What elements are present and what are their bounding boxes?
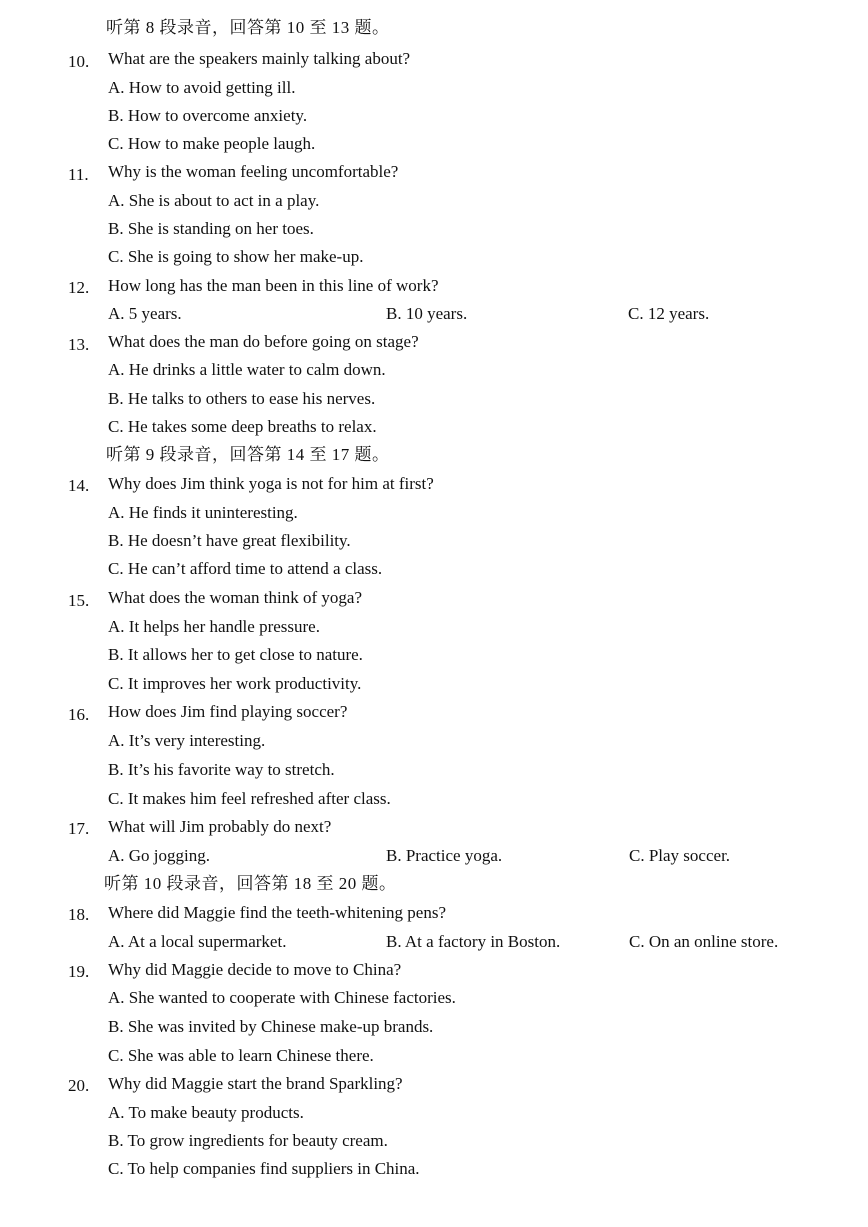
option-a: A. Go jogging. — [108, 846, 210, 865]
option-c: C. 12 years. — [628, 304, 710, 323]
option-a: A. He finds it uninteresting. — [108, 503, 298, 522]
question-number: 11. — [68, 165, 89, 184]
option-b: B. It’s his favorite way to stretch. — [108, 760, 335, 779]
question-number: 20. — [68, 1076, 90, 1095]
option-a: A. At a local supermarket. — [108, 932, 287, 951]
option-a: A. She is about to act in a play. — [108, 191, 320, 210]
option-c: C. It makes him feel refreshed after class. — [108, 789, 391, 808]
option-a: A. She wanted to cooperate with Chinese factories. — [108, 988, 456, 1007]
option-c: C. She was able to learn Chinese there. — [108, 1046, 374, 1065]
question-number: 19. — [68, 962, 90, 981]
option-a: A. To make beauty products. — [108, 1103, 304, 1122]
option-a: A. How to avoid getting ill. — [108, 78, 296, 97]
question-text: How does Jim find playing soccer? — [108, 702, 348, 721]
question-text: What will Jim probably do next? — [108, 817, 332, 836]
question-number: 17. — [68, 819, 90, 838]
option-c: C. How to make people laugh. — [108, 134, 316, 153]
question-text: Where did Maggie find the teeth-whitening pens? — [108, 903, 446, 922]
question-number: 13. — [68, 335, 90, 354]
question-text: Why did Maggie start the brand Sparkling? — [108, 1074, 403, 1093]
question-number: 18. — [68, 905, 90, 924]
question-number: 16. — [68, 705, 90, 724]
option-a: A. It helps her handle pressure. — [108, 617, 320, 636]
question-number: 15. — [68, 591, 90, 610]
question-text: How long has the man been in this line of work? — [108, 276, 439, 295]
question-number: 14. — [68, 476, 90, 495]
question-text: What does the woman think of yoga? — [108, 588, 362, 607]
section-header: 听第 9 段录音，回答第 14 至 17 题。 — [106, 445, 390, 464]
question-text: What are the speakers mainly talking about? — [108, 49, 411, 68]
question-text: Why did Maggie decide to move to China? — [108, 960, 402, 979]
option-b: B. How to overcome anxiety. — [108, 106, 308, 125]
option-a: A. It’s very interesting. — [108, 731, 266, 750]
option-c: C. He can’t afford time to attend a class. — [108, 559, 383, 578]
question-text: What does the man do before going on stage? — [108, 332, 419, 351]
section-header: 听第 8 段录音，回答第 10 至 13 题。 — [106, 18, 390, 37]
option-c: C. On an online store. — [629, 932, 779, 951]
option-b: B. He doesn’t have great flexibility. — [108, 531, 351, 550]
option-a: A. He drinks a little water to calm down. — [108, 360, 386, 379]
question-number: 10. — [68, 52, 90, 71]
option-b: B. She is standing on her toes. — [108, 219, 314, 238]
option-b: B. At a factory in Boston. — [386, 932, 561, 951]
option-b: B. To grow ingredients for beauty cream. — [108, 1131, 388, 1150]
option-c: C. Play soccer. — [629, 846, 731, 865]
question-number: 12. — [68, 278, 90, 297]
option-b: B. It allows her to get close to nature. — [108, 645, 363, 664]
option-b: B. She was invited by Chinese make-up brands. — [108, 1017, 434, 1036]
section-header: 听第 10 段录音，回答第 18 至 20 题。 — [104, 874, 397, 893]
question-text: Why does Jim think yoga is not for him at first? — [108, 474, 434, 493]
option-c: C. She is going to show her make-up. — [108, 247, 364, 266]
option-b: B. 10 years. — [386, 304, 468, 323]
question-text: Why is the woman feeling uncomfortable? — [108, 162, 399, 181]
option-c: C. To help companies find suppliers in China. — [108, 1159, 420, 1178]
option-c: C. He takes some deep breaths to relax. — [108, 417, 377, 436]
option-c: C. It improves her work productivity. — [108, 674, 362, 693]
option-b: B. Practice yoga. — [386, 846, 503, 865]
option-a: A. 5 years. — [108, 304, 182, 323]
option-b: B. He talks to others to ease his nerves. — [108, 389, 376, 408]
